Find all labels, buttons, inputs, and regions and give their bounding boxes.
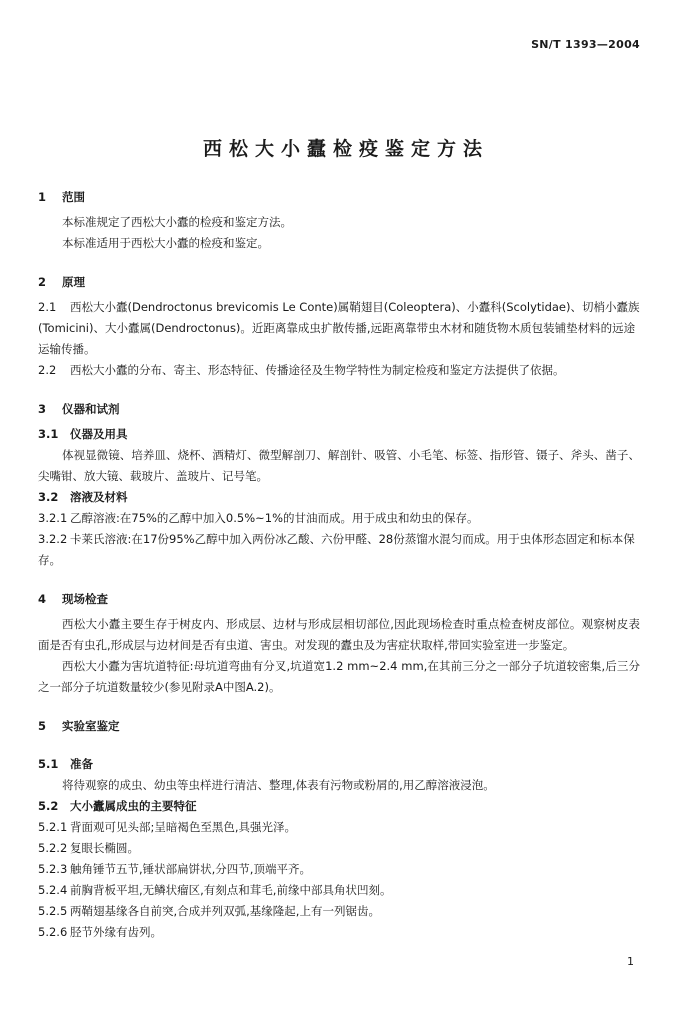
paragraph: 西松大小蠹主要生存于树皮内、形成层、边材与形成层相切部位,因此现场检查时重点检查树皮部位。观察树皮表面是否有虫孔,形成层与边材间是否有虫道、害虫。对发现的蠹虫及为害症状取样,带回实验室进一步鉴定。 — [38, 617, 640, 652]
section-4-heading: 4 现场检查 — [38, 592, 108, 606]
clause-5-1-heading: 5.1 准备 — [38, 757, 93, 771]
document-title: 西松大小蠹检疫鉴定方法 — [202, 138, 489, 160]
document-body — [38, 188, 640, 943]
section-2-heading: 2 原理 — [38, 275, 85, 289]
section-1-heading: 1 范围 — [38, 190, 85, 204]
clause-5-2-2: 5.2.2 复眼长椭圆。 — [38, 841, 139, 855]
clause-3-2-2: 3.2.2 卡莱氏溶液:在17份95%乙醇中加入两份冰乙酸、六份甲醛、28份蒸馏水混匀而成。用于虫体形态固定和标本保存。 — [38, 532, 635, 567]
clause-5-2-4: 5.2.4 前胸背板平坦,无鳞状瘤区,有刻点和茸毛,前缘中部具角状凹刻。 — [38, 883, 392, 897]
clause-3-1-heading: 3.1 仪器及用具 — [38, 427, 128, 441]
standard-number: SN/T 1393—2004 — [531, 38, 640, 51]
paragraph: 西松大小蠹为害坑道特征:母坑道弯曲有分叉,坑道宽1.2 mm~2.4 mm,在其前三分之一部分子坑道较密集,后三分之一部分子坑道数量较少(参见附录A中图A.2)。 — [38, 659, 640, 694]
clause-3-2-heading: 3.2 溶液及材料 — [38, 490, 128, 504]
paragraph: 将待观察的成虫、幼虫等虫样进行清洁、整理,体表有污物或粉屑的,用乙醇溶液浸泡。 — [62, 778, 495, 792]
section-5-heading: 5 实验室鉴定 — [38, 719, 120, 733]
clause-5-2-1: 5.2.1 背面观可见头部;呈暗褐色至黑色,具强光泽。 — [38, 820, 297, 834]
paragraph: 本标准规定了西松大小蠹的检疫和鉴定方法。 — [62, 215, 292, 229]
clause-3-2-1: 3.2.1 乙醇溶液:在75%的乙醇中加入0.5%~1%的甘油而成。用于成虫和幼虫的保存。 — [38, 511, 479, 525]
clause-2-2: 2.2 西松大小蠹的分布、寄主、形态特征、传播途径及生物学特性为制定检疫和鉴定方法提供了依据。 — [38, 363, 565, 377]
clause-2-1: 2.1 西松大小蠹(Dendroctonus brevicomis Le Conte)属鞘翅目(Coleoptera)、小蠹科(Scolytidae)、切梢小蠹族(Tomicini)、大小蠹属(Dendroctonus)。近距离靠成虫扩散传播,远距离靠带虫木材和随货物木质包装铺垫材料的远途运输传播。 — [38, 300, 640, 356]
paragraph: 本标准适用于西松大小蠹的检疫和鉴定。 — [62, 236, 269, 250]
section-3-heading: 3 仪器和试剂 — [38, 402, 120, 416]
page-number: 1 — [627, 955, 634, 968]
clause-5-2-6: 5.2.6 胫节外缘有齿列。 — [38, 925, 162, 939]
clause-5-2-3: 5.2.3 触角锤节五节,锤状部扁饼状,分四节,顶端平齐。 — [38, 862, 311, 876]
clause-5-2-heading: 5.2 大小蠹属成虫的主要特征 — [38, 799, 197, 813]
clause-5-2-5: 5.2.5 两鞘翅基缘各自前突,合成并列双弧,基缘隆起,上有一列锯齿。 — [38, 904, 380, 918]
paragraph: 体视显微镜、培养皿、烧杯、酒精灯、微型解剖刀、解剖针、吸管、小毛笔、标签、指形管、镊子、斧头、凿子、尖嘴钳、放大镜、载玻片、盖玻片、记号笔。 — [38, 448, 640, 483]
